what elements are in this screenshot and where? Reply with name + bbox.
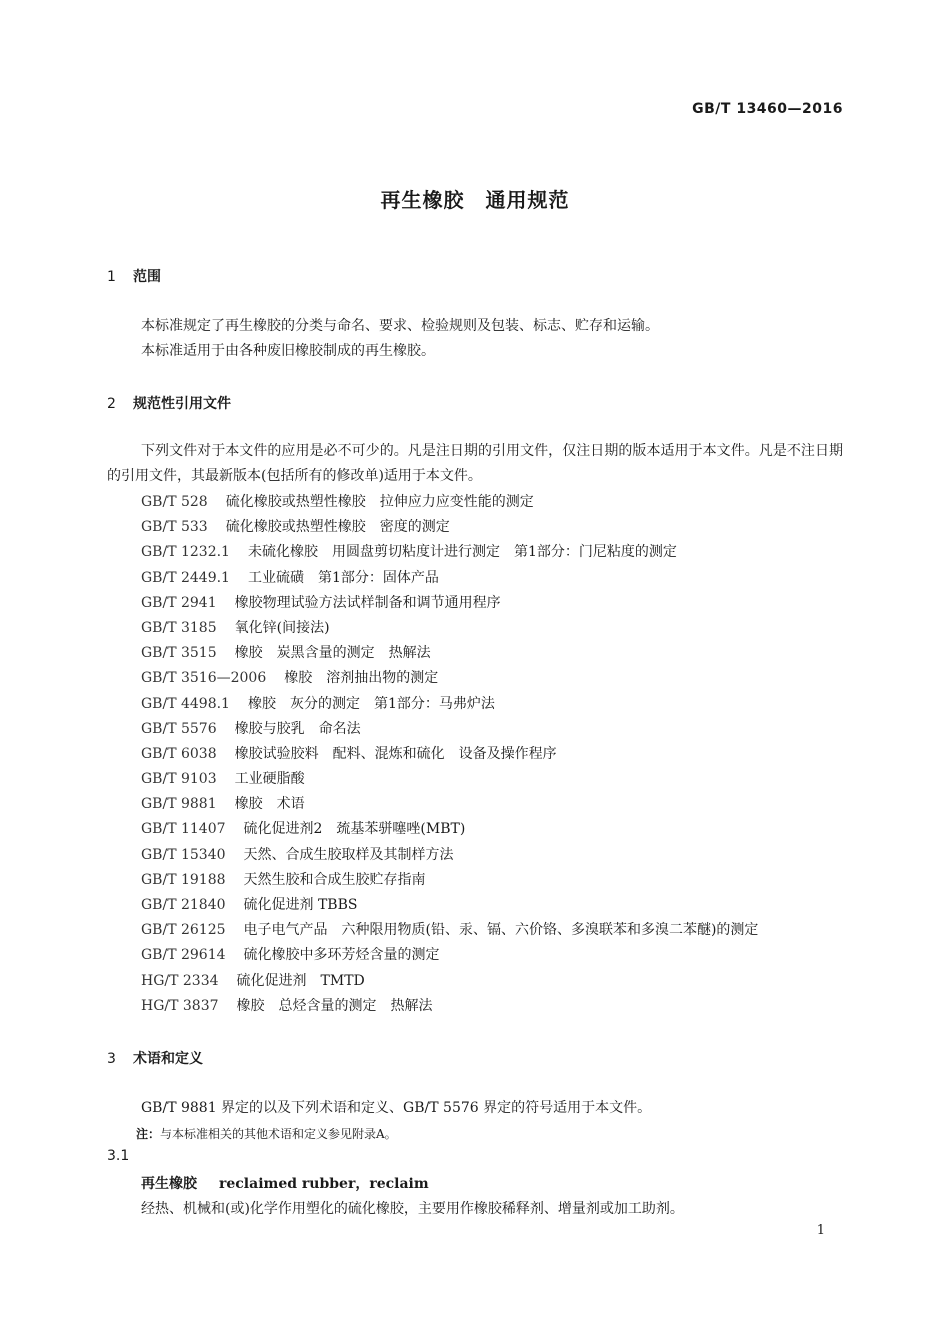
reference-title: 天然生胶和合成生胶贮存指南	[243, 871, 426, 888]
reference-item	[141, 918, 758, 943]
term-english: reclaimed rubber，reclaim	[219, 1176, 429, 1192]
reference-title: 天然、合成生胶取样及其制样方法	[243, 846, 454, 863]
reference-title: 硫化橡胶或热塑性橡胶 拉伸应力应变性能的测定	[225, 494, 534, 510]
reference-title: 橡胶 总烃含量的测定 热解法	[236, 997, 433, 1014]
reference-code: GB/T 15340	[141, 846, 226, 863]
reference-code: GB/T 2449.1	[141, 569, 230, 586]
term-heading	[141, 1173, 429, 1193]
scope-paragraph-1: 本标准规定了再生橡胶的分类与命名、要求、检验规则及包装、标志、贮存和运输。	[141, 318, 659, 334]
reference-code: GB/T 26125	[141, 922, 226, 939]
reference-code: GB/T 21840	[141, 897, 226, 913]
reference-code: GB/T 19188	[141, 871, 226, 888]
reference-code: GB/T 2941	[141, 594, 217, 611]
term-number: 3.1	[107, 1148, 130, 1164]
reference-item	[141, 717, 758, 742]
reference-title: 硫化促进剂 TBBS	[243, 897, 358, 913]
reference-item	[141, 994, 758, 1019]
reference-title: 硫化促进剂 TMTD	[236, 972, 365, 989]
reference-title: 橡胶试验胶料 配料、混炼和硫化 设备及操作程序	[234, 745, 557, 762]
section-heading-terms	[107, 1048, 203, 1068]
reference-item	[141, 616, 758, 641]
reference-title: 未硫化橡胶 用圆盘剪切粘度计进行测定 第1部分：门尼粘度的测定	[247, 544, 677, 561]
reference-title: 工业硫磺 第1部分：固体产品	[247, 569, 439, 586]
reference-item	[141, 868, 758, 893]
reference-item	[141, 692, 758, 717]
reference-code: GB/T 5576	[141, 720, 217, 737]
reference-item	[141, 969, 758, 994]
reference-title: 橡胶与胶乳 命名法	[234, 720, 361, 737]
reference-title: 硫化橡胶或热塑性橡胶 密度的测定	[225, 519, 450, 536]
reference-title: 橡胶 术语	[234, 796, 305, 813]
reference-title: 电子电气产品 六种限用物质(铅、汞、镉、六价铬、多溴联苯和多溴二苯醚)的测定	[243, 922, 759, 939]
references-intro	[107, 439, 843, 489]
terms-note	[136, 1125, 397, 1142]
reference-item	[141, 893, 758, 918]
section-title: 术语和定义	[133, 1051, 203, 1067]
reference-code: GB/T 6038	[141, 745, 217, 762]
section-number: 2	[107, 396, 116, 412]
reference-title: 橡胶 灰分的测定 第1部分：马弗炉法	[247, 695, 495, 712]
reference-code: GB/T 528	[141, 494, 208, 510]
reference-title: 工业硬脂酸	[234, 771, 305, 788]
reference-item	[141, 490, 758, 515]
reference-code: GB/T 29614	[141, 947, 226, 964]
reference-code: GB/T 9881	[141, 796, 217, 813]
section-title: 范围	[133, 269, 161, 285]
reference-item	[141, 641, 758, 666]
section-heading-scope	[107, 266, 161, 286]
reference-code: HG/T 3837	[141, 997, 219, 1014]
reference-item	[141, 843, 758, 868]
page-number: 1	[816, 1223, 825, 1238]
reference-code: GB/T 3515	[141, 645, 217, 662]
reference-item	[141, 767, 758, 792]
reference-item	[141, 817, 758, 842]
reference-list	[141, 490, 758, 1019]
section-heading-normative-references	[107, 393, 231, 413]
note-text: 与本标准相关的其他术语和定义参见附录A。	[160, 1127, 397, 1141]
reference-title: 硫化橡胶中多环芳烃含量的测定	[243, 947, 440, 964]
section-number: 3	[107, 1051, 116, 1067]
section-number: 1	[107, 269, 116, 285]
reference-code: GB/T 3185	[141, 619, 217, 636]
reference-item	[141, 591, 758, 616]
note-label: 注：	[136, 1127, 161, 1141]
reference-code: GB/T 1232.1	[141, 544, 230, 561]
term-chinese: 再生橡胶	[141, 1176, 197, 1192]
reference-item	[141, 792, 758, 817]
reference-title: 橡胶物理试验方法试样制备和调节通用程序	[234, 594, 501, 611]
reference-title: 硫化促进剂2 巯基苯骈噻唑(MBT)	[243, 821, 466, 838]
reference-item	[141, 515, 758, 540]
reference-code: GB/T 9103	[141, 771, 217, 788]
reference-item	[141, 943, 758, 968]
reference-code: GB/T 11407	[141, 821, 226, 838]
reference-title: 橡胶 炭黑含量的测定 热解法	[234, 645, 431, 662]
reference-title: 氧化锌(间接法)	[234, 619, 330, 636]
reference-item	[141, 566, 758, 591]
scope-paragraph-2: 本标准适用于由各种废旧橡胶制成的再生橡胶。	[141, 343, 435, 359]
references-intro-text: 下列文件对于本文件的应用是必不可少的。凡是注日期的引用文件，仅注日期的版本适用于本文件。凡是不注日期的引用文件，其最新版本(包括所有的修改单)适用于本文件。	[107, 443, 843, 484]
section-title: 规范性引用文件	[133, 396, 231, 412]
reference-item	[141, 666, 758, 691]
reference-title: 橡胶 溶剂抽出物的测定	[284, 670, 439, 687]
reference-code: GB/T 4498.1	[141, 695, 230, 712]
reference-code: GB/T 3516—2006	[141, 670, 267, 687]
standard-code: GB/T 13460—2016	[692, 101, 843, 117]
term-definition: 经热、机械和(或)化学作用塑化的硫化橡胶，主要用作橡胶稀释剂、增量剂或加工助剂。	[141, 1201, 684, 1217]
terms-intro: GB/T 9881 界定的以及下列术语和定义、GB/T 5576 界定的符号适用于本文件。	[141, 1100, 652, 1116]
reference-code: GB/T 533	[141, 519, 208, 536]
reference-item	[141, 540, 758, 565]
reference-item	[141, 742, 758, 767]
document-title: 再生橡胶 通用规范	[380, 188, 570, 212]
reference-code: HG/T 2334	[141, 972, 219, 989]
